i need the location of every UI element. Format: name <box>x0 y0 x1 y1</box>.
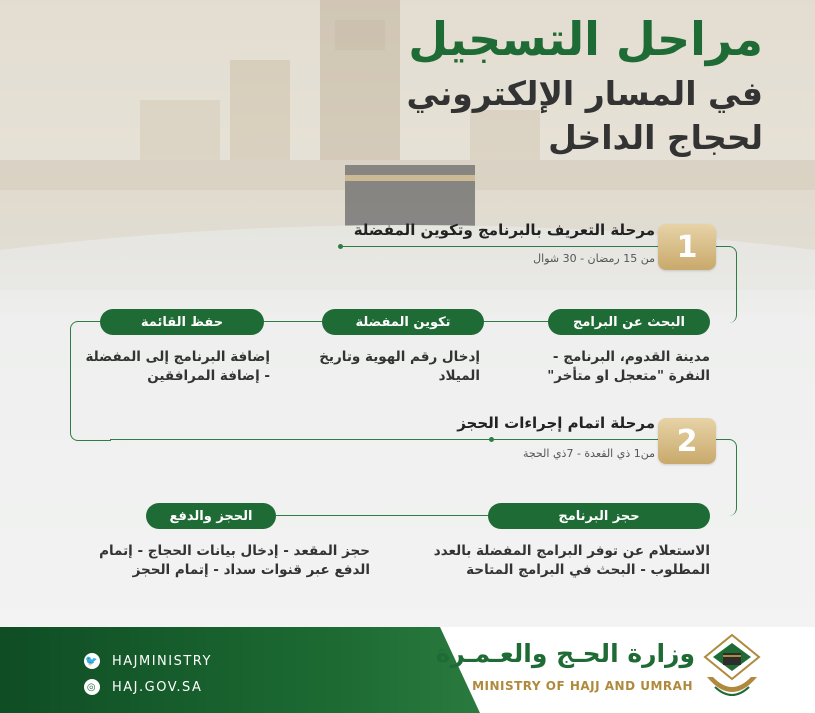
twitter-icon: 🐦 <box>84 653 100 669</box>
connector-stage2-left <box>110 439 680 440</box>
stage1-number-badge: 1 <box>658 224 716 270</box>
stage2-date: من1 ذي القعدة - 7ذي الحجة <box>522 447 655 460</box>
step-build-favorites-desc: إدخال رقم الهوية وتاريخ الميلاد <box>319 349 480 384</box>
ministry-emblem-icon <box>701 633 763 707</box>
step-save-list-desc: إضافة البرنامج إلى المفضلة - إضافة المرافقين <box>85 349 270 384</box>
step-build-favorites: تكوين المفضلة <box>322 309 484 335</box>
page-subtitle-line2: لحجاج الداخل <box>548 118 763 157</box>
stage1-title: مرحلة التعريف بالبرنامج وتكوين المفضلة <box>353 221 655 239</box>
stage2-title: مرحلة اتمام إجراءات الحجز <box>457 414 655 432</box>
twitter-handle[interactable] <box>84 653 212 669</box>
stage1-date: من 15 رمضان - 30 شوال <box>533 252 655 265</box>
stage2-number-badge: 2 <box>658 418 716 464</box>
connector-dot-stage2 <box>489 437 494 442</box>
page-subtitle-line1: في المسار الإلكتروني <box>406 74 763 113</box>
website-text: HAJ.GOV.SA <box>112 679 203 695</box>
step-booking-payment-desc: حجز المقعد - إدخال بيانات الحجاج - إتمام الدفع عبر قنوات سداد - إتمام الحجز <box>99 543 370 578</box>
connector-row2 <box>276 515 490 516</box>
step-booking-payment: الحجز والدفع <box>146 503 276 529</box>
footer <box>0 627 815 713</box>
twitter-handle-text: HAJMINISTRY <box>112 653 212 669</box>
ministry-name-arabic: وزارة الحـج والعـمـرة <box>435 639 695 668</box>
globe-icon: ◎ <box>84 679 100 695</box>
step-save-list: حفظ القائمة <box>100 309 264 335</box>
step-book-program: حجز البرنامج <box>488 503 710 529</box>
page-title: مراحل التسجيل <box>408 12 763 66</box>
step-search-programs-desc: مدينة القدوم، البرنامج - النفرة "متعجل او متأخر" <box>547 349 710 384</box>
website-link[interactable] <box>84 679 202 695</box>
ministry-name-english: MINISTRY OF HAJJ AND UMRAH <box>472 679 693 693</box>
step-search-programs: البحث عن البرامج <box>548 309 710 335</box>
step-book-program-desc: الاستعلام عن توفر البرامج المفضلة بالعدد المطلوب - البحث في البرامج المتاحة <box>433 543 710 578</box>
footer-green-band <box>0 627 480 713</box>
connector-stage1-left <box>340 246 680 247</box>
